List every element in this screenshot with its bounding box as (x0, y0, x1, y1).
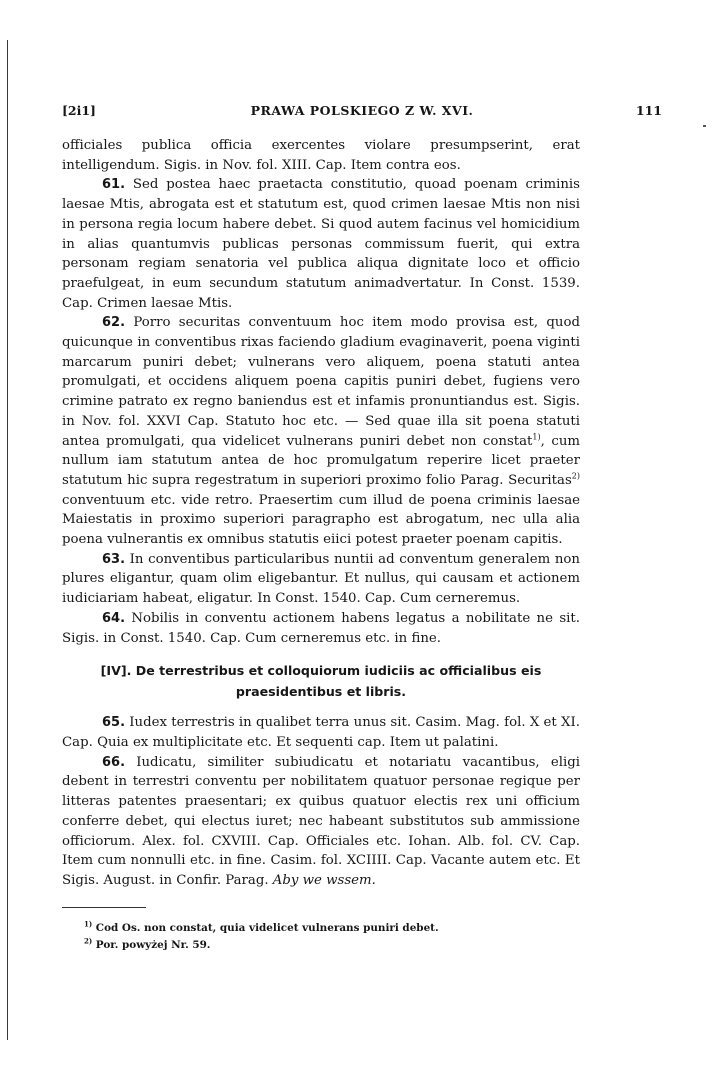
paragraph-number: 65. (102, 715, 126, 731)
page-header (62, 103, 662, 123)
paragraph-number: 64. (102, 610, 126, 626)
footnote-mark: 2) (84, 936, 93, 946)
footnote-1: $^{1)}$ Cod Os. non constat, quia videlicet vulnerans puniri debet. (84, 919, 439, 934)
paragraph-number: 63. (102, 551, 126, 567)
paragraph-65: 65. Iudex terrestris in qualibet terra unus sit. Casim. Mag. fol. X et XI. Cap. Quia ex multiplicitate etc. Et sequenti cap. Item ut palatini. (62, 715, 580, 750)
footnote-mark: 1) (84, 919, 93, 929)
paragraph-64: 64. Nobilis in conventu actionem habens legatus a nobilitate ne sit. Sigis. in Const. 1540. Cap. Cum cerneremus etc. in fine. (62, 610, 580, 646)
paragraph-number: 66. (102, 754, 126, 770)
footnote-divider (62, 907, 146, 908)
paragraph-number: 62. (102, 315, 126, 331)
running-title: PRAWA POLSKIEGO Z W. XVI. (250, 103, 474, 118)
footnotes (84, 920, 554, 954)
footnote-2: $^{2)}$ Por. powyżej Nr. 59. (84, 936, 211, 951)
paragraph-continuation: officiales publica officia exercentes violare presumpserint, erat intelligendum. Sigis. in Nov. fol. XIII. Cap. Item contra eos. (62, 138, 580, 173)
page-number: 111 (635, 103, 662, 118)
paragraph-63: 63. In conventibus particularibus nuntii ad conventum generalem non plures eligantur, quam olim eligebantur. Et nullus, qui causam et actionem iudiciariam habeat, eligatur. In Const. 1540. Cap. Cum cerneremus. (62, 551, 580, 607)
paragraph-61: 61. Sed postea haec praetacta constitutio, quoad poenam criminis laesae Mtis, abrogata est et statutum est, quod crimen laesae Mtis non nisi in persona regia locum habere debet. Si quod autem facinus vel homicidium in alias quantumvis publicas personas commissum fuerit, qui extra personam regiam senatoria vel publica aliqua dignitate loco et officio praefulgeat, in eum secundum statutum animadvertatur. In Const. 1539. Cap. Crimen laesae Mtis. (62, 177, 580, 311)
section-heading: [IV]. De terrestribus et colloquiorum iudiciis ac officialibus eis praesidentibus et libris. (100, 663, 542, 700)
page-reference: [2i1] (62, 103, 96, 118)
binding-edge-line (7, 40, 8, 1040)
main-text (62, 136, 580, 891)
paragraph-66: 66. Iudicatu, similiter subiudicatu et notariatu vacantibus, eligi debent in terrestri conventu per nobilitatem quatuor personae regique per litteras patentes praesentari; ex quibus quatuor electis rex uni officium conferre debet, qui electus iuret; nec habeant substitutos sub ammissione officiorum. Alex. fol. CXVIII. Cap. Officiales etc. Iohan. Alb. fol. CV. Cap. Item cum nonnulli etc. in fine. Casim. fol. XCIIII. Cap. Vacante autem etc. Et Sigis. August. in Confir. Parag. Aby we wssem. (62, 754, 580, 888)
footnote-marker: 2) (571, 471, 580, 481)
paragraph-62: 62. Porro securitas conventuum hoc item modo provisa est, quod quicunque in conventibus rixas faciendo gladium evaginaverit, poena viginti marcarum puniri debet; vulnerans vero aliquem, poena statuti antea promulgati, et occidens aliquem poena capitis puniri debet, fugiens vero crimine patrato ex regno baniendus est et infamis pronuntiandus est. Sigis. in Nov. fol. XXVI Cap. Statuto hoc etc. — Sed quae illa sit poena statuti antea promulgati, qua videlicet vulnerans puniri debet non constat$^{1)}$, cum nullum iam statutum antea de hoc promulgatum reperire licet praeter statutum hic supra regestratum in superiori proximo folio Parag. Securitas$^{2)}$ conventuum etc. vide retro. Praesertim cum illud de poena criminis laesae Maiestatis in proximo superiori paragrapho est abrogatum, nec ulla alia poena vulnerantis ex omnibus statutis eiici potest praeter poenam capitis. (62, 315, 580, 548)
stray-mark (703, 125, 706, 127)
paragraph-number: 61. (102, 177, 126, 193)
footnote-marker: 1) (532, 432, 541, 442)
italic-quote: Aby we wssem. (272, 872, 376, 888)
